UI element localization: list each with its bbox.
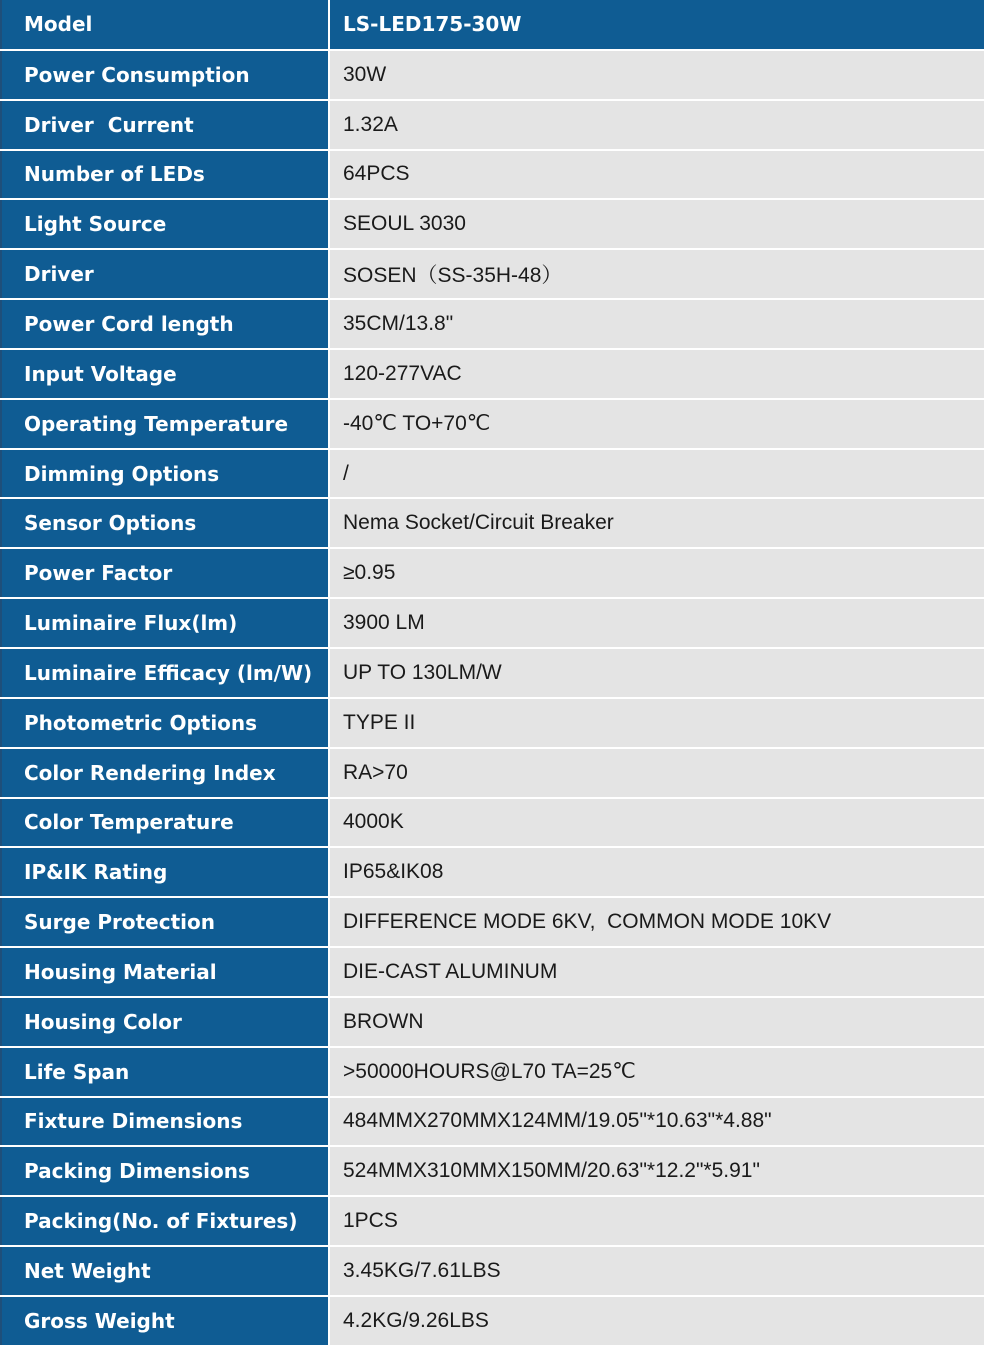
- model-label: Model: [1, 0, 329, 50]
- spec-row: [1, 498, 984, 548]
- spec-label: Luminaire Efficacy (lm/W): [1, 648, 329, 698]
- spec-label: Sensor Options: [1, 498, 329, 548]
- spec-row: [1, 299, 984, 349]
- spec-row: [1, 1196, 984, 1246]
- spec-row: [1, 548, 984, 598]
- spec-row: [1, 1097, 984, 1147]
- spec-label: Operating Temperature: [1, 399, 329, 449]
- spec-value: 524MMX310MMX150MM/20.63"*12.2"*5.91": [329, 1146, 984, 1196]
- spec-value: 3900 LM: [329, 598, 984, 648]
- spec-value: 3.45KG/7.61LBS: [329, 1246, 984, 1296]
- spec-row: [1, 1047, 984, 1097]
- spec-value: /: [329, 449, 984, 499]
- spec-label: Power Consumption: [1, 50, 329, 100]
- spec-label: Fixture Dimensions: [1, 1097, 329, 1147]
- spec-value: UP TO 130LM/W: [329, 648, 984, 698]
- spec-label: Surge Protection: [1, 897, 329, 947]
- spec-label: Packing(No. of Fixtures): [1, 1196, 329, 1246]
- spec-label: Color Temperature: [1, 798, 329, 848]
- spec-label: Net Weight: [1, 1246, 329, 1296]
- spec-label: Gross Weight: [1, 1296, 329, 1346]
- spec-row: [1, 997, 984, 1047]
- model-value: LS-LED175-30W: [329, 0, 984, 50]
- spec-row: [1, 399, 984, 449]
- spec-row: [1, 199, 984, 249]
- spec-value: SEOUL 3030: [329, 199, 984, 249]
- spec-row: [1, 249, 984, 299]
- spec-value: 120-277VAC: [329, 349, 984, 399]
- spec-label: Dimming Options: [1, 449, 329, 499]
- spec-value: DIE-CAST ALUMINUM: [329, 947, 984, 997]
- model-row: [1, 0, 984, 50]
- spec-row: [1, 598, 984, 648]
- spec-value: 4000K: [329, 798, 984, 848]
- spec-value: >50000HOURS@L70 TA=25℃: [329, 1047, 984, 1097]
- spec-value: 64PCS: [329, 150, 984, 200]
- spec-value: 35CM/13.8": [329, 299, 984, 349]
- spec-label: Photometric Options: [1, 698, 329, 748]
- spec-row: [1, 1296, 984, 1346]
- spec-row: [1, 798, 984, 848]
- spec-row: [1, 947, 984, 997]
- spec-label: Packing Dimensions: [1, 1146, 329, 1196]
- spec-row: [1, 847, 984, 897]
- spec-value: TYPE II: [329, 698, 984, 748]
- spec-value: 1PCS: [329, 1196, 984, 1246]
- spec-value: 484MMX270MMX124MM/19.05"*10.63"*4.88": [329, 1097, 984, 1147]
- spec-row: [1, 698, 984, 748]
- spec-row: [1, 1246, 984, 1296]
- spec-label: Luminaire Flux(lm): [1, 598, 329, 648]
- spec-label: Number of LEDs: [1, 150, 329, 200]
- spec-value: 1.32A: [329, 100, 984, 150]
- spec-value: SOSEN（SS-35H-48）: [329, 249, 984, 299]
- spec-label: Life Span: [1, 1047, 329, 1097]
- spec-label: Input Voltage: [1, 349, 329, 399]
- spec-row: [1, 150, 984, 200]
- spec-value: RA>70: [329, 748, 984, 798]
- spec-value: Nema Socket/Circuit Breaker: [329, 498, 984, 548]
- spec-label: Color Rendering Index: [1, 748, 329, 798]
- spec-value: DIFFERENCE MODE 6KV, COMMON MODE 10KV: [329, 897, 984, 947]
- spec-value: IP65&IK08: [329, 847, 984, 897]
- spec-row: [1, 748, 984, 798]
- spec-row: [1, 100, 984, 150]
- spec-value: 30W: [329, 50, 984, 100]
- spec-value: 4.2KG/9.26LBS: [329, 1296, 984, 1346]
- spec-label: Driver: [1, 249, 329, 299]
- spec-row: [1, 349, 984, 399]
- spec-row: [1, 449, 984, 499]
- spec-table-body: [1, 0, 984, 1346]
- spec-value: ≥0.95: [329, 548, 984, 598]
- spec-value: -40℃ TO+70℃: [329, 399, 984, 449]
- spec-row: [1, 50, 984, 100]
- spec-row: [1, 648, 984, 698]
- spec-label: IP&IK Rating: [1, 847, 329, 897]
- spec-row: [1, 1146, 984, 1196]
- spec-label: Power Factor: [1, 548, 329, 598]
- spec-label: Housing Color: [1, 997, 329, 1047]
- spec-label: Light Source: [1, 199, 329, 249]
- spec-label: Power Cord length: [1, 299, 329, 349]
- spec-value: BROWN: [329, 997, 984, 1047]
- spec-label: Housing Material: [1, 947, 329, 997]
- spec-label: Driver Current: [1, 100, 329, 150]
- spec-row: [1, 897, 984, 947]
